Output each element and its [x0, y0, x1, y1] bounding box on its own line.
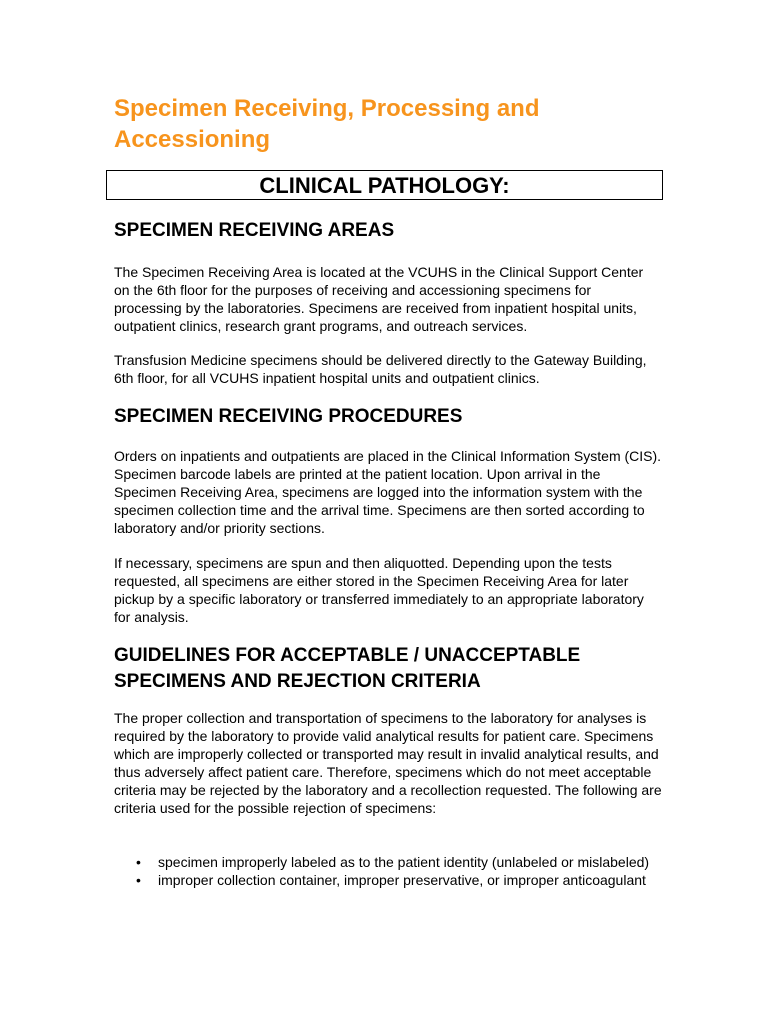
heading-specimen-receiving-procedures: SPECIMEN RECEIVING PROCEDURES: [114, 406, 463, 427]
list-item: [114, 871, 662, 889]
document-title: Specimen Receiving, Processing and Accessioning: [114, 95, 540, 153]
paragraph-receiving-area: The Specimen Receiving Area is located at the VCUHS in the Clinical Support Center on the 6th floor for the purposes of receiving and accessioning specimens for processing by the laboratories. Specimens are received from inpatient hospital units, outpatient clinics, research grant programs, and outreach services.: [114, 264, 644, 334]
bullet-icon: •: [136, 872, 141, 888]
list-item: [114, 853, 662, 871]
list-item-text: specimen improperly labeled as to the patient identity (unlabeled or mislabeled): [158, 854, 650, 870]
heading-specimen-receiving-areas: SPECIMEN RECEIVING AREAS: [114, 220, 395, 241]
list-item-text: improper collection container, improper preservative, or improper anticoagulant: [158, 872, 646, 888]
rejection-criteria-list: [114, 853, 662, 889]
paragraph-proper-collection: The proper collection and transportation of specimens to the laboratory for analyses is required by the laboratory to provide valid analytical results for patient care. Specimens which are improperly collected or transported may result in invalid analytical results, and thus adversely affect patient care. Therefore, specimens which do not meet acceptable criteria may be rejected by the laboratory and a recollection requested. The following are criteria used for the possible rejection of specimens:: [114, 710, 662, 816]
bullet-icon: •: [136, 854, 141, 870]
paragraph-transfusion-medicine: Transfusion Medicine specimens should be delivered directly to the Gateway Building, 6th floor, for all VCUHS inpatient hospital units and outpatient clinics.: [114, 352, 647, 386]
heading-guidelines-rejection-criteria: GUIDELINES FOR ACCEPTABLE / UNACCEPTABLE SPECIMENS AND REJECTION CRITERIA: [114, 645, 581, 692]
paragraph-orders: Orders on inpatients and outpatients are placed in the Clinical Information System (CIS). Specimen barcode labels are printed at the patient location. Upon arrival in the Specimen Receiving Area, specimens are logged into the information system with the specimen collection time and the arrival time. Specimens are then sorted according to laboratory and/or priority sections.: [114, 448, 662, 536]
section-box-label: CLINICAL PATHOLOGY:: [259, 173, 510, 198]
paragraph-aliquotting: If necessary, specimens are spun and then aliquotted. Depending upon the tests requested, all specimens are either stored in the Specimen Receiving Area for later pickup by a specific laboratory or transferred immediately to an appropriate laboratory for analysis.: [114, 555, 644, 625]
clinical-pathology-box: [106, 170, 663, 200]
